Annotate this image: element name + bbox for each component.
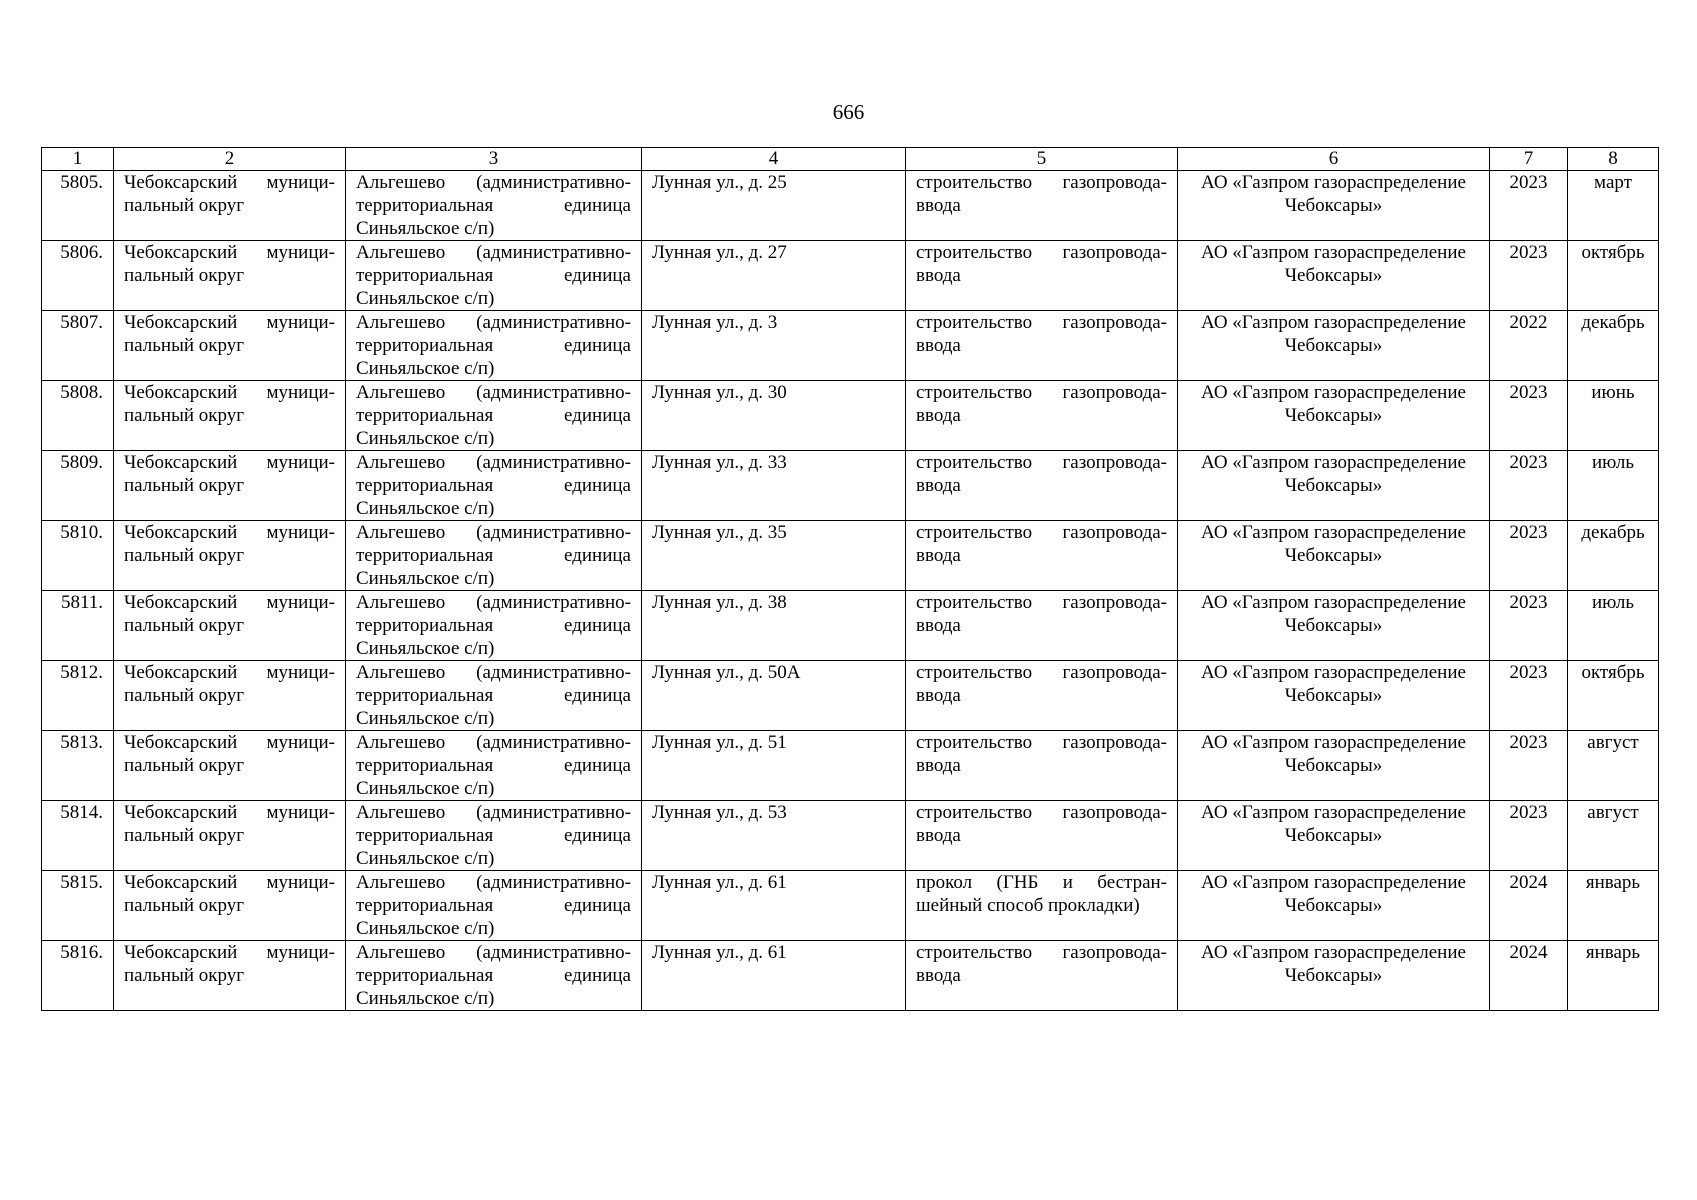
organization-line: Чебоксары» bbox=[1284, 825, 1383, 846]
month-cell bbox=[1568, 871, 1659, 941]
year-cell bbox=[1490, 311, 1568, 381]
organization-cell bbox=[1178, 381, 1490, 451]
address-cell bbox=[642, 661, 906, 731]
district-line: пальный округ bbox=[124, 825, 245, 846]
year-text: 2023 bbox=[1509, 592, 1548, 613]
settlement-line: Синьяльское с/п) bbox=[356, 778, 495, 799]
settlement-line: Синьяльское с/п) bbox=[356, 428, 495, 449]
district-line: Чебоксарский муници- bbox=[124, 172, 335, 193]
organization-line: Чебоксары» bbox=[1284, 755, 1383, 776]
year-cell bbox=[1490, 801, 1568, 871]
district-cell bbox=[114, 311, 346, 381]
district-cell bbox=[114, 661, 346, 731]
work-type-cell bbox=[906, 801, 1178, 871]
table-row bbox=[42, 521, 1659, 591]
row-number bbox=[42, 591, 114, 661]
month-cell bbox=[1568, 311, 1659, 381]
work-type-line: ввода bbox=[916, 265, 961, 286]
column-header-7: 7 bbox=[1490, 148, 1568, 171]
address-text: Лунная ул., д. 61 bbox=[652, 872, 787, 893]
organization-line: АО «Газпром газораспределение bbox=[1201, 732, 1466, 753]
work-type-cell bbox=[906, 941, 1178, 1011]
address-text: Лунная ул., д. 27 bbox=[652, 242, 787, 263]
settlement-cell bbox=[346, 801, 642, 871]
organization-line: Чебоксары» bbox=[1284, 405, 1383, 426]
district-line: пальный округ bbox=[124, 545, 245, 566]
settlement-cell bbox=[346, 241, 642, 311]
settlement-line: Альгешево (административно- bbox=[356, 872, 631, 893]
row-number bbox=[42, 871, 114, 941]
year-text: 2023 bbox=[1509, 522, 1548, 543]
column-header-6: 6 bbox=[1178, 148, 1490, 171]
address-cell bbox=[642, 241, 906, 311]
settlement-cell bbox=[346, 521, 642, 591]
organization-line: Чебоксары» bbox=[1284, 965, 1383, 986]
address-text: Лунная ул., д. 50А bbox=[652, 662, 801, 683]
organization-line: АО «Газпром газораспределение bbox=[1201, 172, 1466, 193]
work-type-line: строительство газопровода- bbox=[916, 242, 1167, 263]
row-number-text: 5814. bbox=[60, 802, 103, 823]
organization-line: АО «Газпром газораспределение bbox=[1201, 382, 1466, 403]
organization-cell bbox=[1178, 241, 1490, 311]
year-cell bbox=[1490, 731, 1568, 801]
district-line: Чебоксарский муници- bbox=[124, 382, 335, 403]
work-type-cell bbox=[906, 381, 1178, 451]
settlement-cell bbox=[346, 871, 642, 941]
organization-cell bbox=[1178, 591, 1490, 661]
address-cell bbox=[642, 381, 906, 451]
month-cell bbox=[1568, 241, 1659, 311]
month-text: январь bbox=[1585, 872, 1641, 893]
organization-line: Чебоксары» bbox=[1284, 335, 1383, 356]
year-text: 2023 bbox=[1509, 802, 1548, 823]
district-line: Чебоксарский муници- bbox=[124, 802, 335, 823]
district-line: пальный округ bbox=[124, 615, 245, 636]
table-row bbox=[42, 451, 1659, 521]
settlement-line: Альгешево (административно- bbox=[356, 942, 631, 963]
organization-line: Чебоксары» bbox=[1284, 265, 1383, 286]
work-type-cell bbox=[906, 871, 1178, 941]
organization-line: АО «Газпром газораспределение bbox=[1201, 242, 1466, 263]
settlement-line: территориальная единица bbox=[356, 405, 631, 426]
month-cell bbox=[1568, 661, 1659, 731]
month-cell bbox=[1568, 941, 1659, 1011]
district-line: пальный округ bbox=[124, 895, 245, 916]
year-text: 2023 bbox=[1509, 452, 1548, 473]
year-cell bbox=[1490, 871, 1568, 941]
settlement-line: Синьяльское с/п) bbox=[356, 638, 495, 659]
settlement-cell bbox=[346, 381, 642, 451]
month-cell bbox=[1568, 451, 1659, 521]
organization-line: Чебоксары» bbox=[1284, 545, 1383, 566]
district-line: Чебоксарский муници- bbox=[124, 872, 335, 893]
work-type-line: ввода bbox=[916, 545, 961, 566]
year-text: 2022 bbox=[1509, 312, 1548, 333]
row-number-text: 5809. bbox=[60, 452, 103, 473]
table-row bbox=[42, 661, 1659, 731]
settlement-line: Синьяльское с/п) bbox=[356, 848, 495, 869]
work-type-cell bbox=[906, 731, 1178, 801]
work-type-line: ввода bbox=[916, 335, 961, 356]
district-cell bbox=[114, 871, 346, 941]
settlement-line: Синьяльское с/п) bbox=[356, 708, 495, 729]
month-cell bbox=[1568, 591, 1659, 661]
month-text: июнь bbox=[1591, 382, 1635, 403]
row-number-text: 5815. bbox=[60, 872, 103, 893]
organization-line: АО «Газпром газораспределение bbox=[1201, 312, 1466, 333]
organization-line: АО «Газпром газораспределение bbox=[1201, 522, 1466, 543]
table-body bbox=[42, 171, 1659, 1011]
district-cell bbox=[114, 521, 346, 591]
work-type-line: шейный способ прокладки) bbox=[916, 895, 1140, 916]
row-number bbox=[42, 661, 114, 731]
settlement-line: территориальная единица bbox=[356, 475, 631, 496]
district-line: Чебоксарский муници- bbox=[124, 732, 335, 753]
district-line: Чебоксарский муници- bbox=[124, 592, 335, 613]
settlement-line: территориальная единица bbox=[356, 615, 631, 636]
district-line: пальный округ bbox=[124, 265, 245, 286]
row-number bbox=[42, 311, 114, 381]
column-header-3: 3 bbox=[346, 148, 642, 171]
address-cell bbox=[642, 171, 906, 241]
year-text: 2023 bbox=[1509, 382, 1548, 403]
settlement-line: территориальная единица bbox=[356, 545, 631, 566]
work-type-line: ввода bbox=[916, 615, 961, 636]
year-cell bbox=[1490, 591, 1568, 661]
table-row bbox=[42, 871, 1659, 941]
organization-line: АО «Газпром газораспределение bbox=[1201, 452, 1466, 473]
organization-cell bbox=[1178, 451, 1490, 521]
organization-cell bbox=[1178, 661, 1490, 731]
table-row bbox=[42, 941, 1659, 1011]
page-number: 666 bbox=[832, 100, 865, 124]
district-line: Чебоксарский муници- bbox=[124, 242, 335, 263]
settlement-line: Синьяльское с/п) bbox=[356, 988, 495, 1009]
year-cell bbox=[1490, 521, 1568, 591]
table-row bbox=[42, 731, 1659, 801]
year-text: 2024 bbox=[1509, 942, 1548, 963]
month-text: декабрь bbox=[1581, 312, 1645, 333]
month-cell bbox=[1568, 521, 1659, 591]
settlement-line: Альгешево (административно- bbox=[356, 732, 631, 753]
settlement-line: Альгешево (административно- bbox=[356, 172, 631, 193]
address-text: Лунная ул., д. 51 bbox=[652, 732, 787, 753]
settlement-cell bbox=[346, 591, 642, 661]
year-cell bbox=[1490, 171, 1568, 241]
work-type-line: ввода bbox=[916, 965, 961, 986]
settlement-line: территориальная единица bbox=[356, 895, 631, 916]
month-text: июль bbox=[1591, 592, 1635, 613]
address-text: Лунная ул., д. 61 bbox=[652, 942, 787, 963]
district-cell bbox=[114, 451, 346, 521]
district-line: пальный округ bbox=[124, 405, 245, 426]
address-text: Лунная ул., д. 30 bbox=[652, 382, 787, 403]
district-line: пальный округ bbox=[124, 965, 245, 986]
organization-cell bbox=[1178, 871, 1490, 941]
month-text: октябрь bbox=[1581, 662, 1645, 683]
year-text: 2023 bbox=[1509, 662, 1548, 683]
district-line: пальный округ bbox=[124, 195, 245, 216]
row-number bbox=[42, 171, 114, 241]
organization-line: Чебоксары» bbox=[1284, 475, 1383, 496]
address-text: Лунная ул., д. 38 bbox=[652, 592, 787, 613]
work-type-line: строительство газопровода- bbox=[916, 382, 1167, 403]
settlement-line: Синьяльское с/п) bbox=[356, 358, 495, 379]
district-cell bbox=[114, 941, 346, 1011]
work-type-line: прокол (ГНБ и бестран- bbox=[916, 872, 1167, 893]
work-type-line: строительство газопровода- bbox=[916, 662, 1167, 683]
work-type-line: ввода bbox=[916, 825, 961, 846]
row-number bbox=[42, 731, 114, 801]
year-text: 2023 bbox=[1509, 732, 1548, 753]
organization-line: АО «Газпром газораспределение bbox=[1201, 872, 1466, 893]
settlement-line: Синьяльское с/п) bbox=[356, 498, 495, 519]
settlement-line: Синьяльское с/п) bbox=[356, 918, 495, 939]
work-type-line: строительство газопровода- bbox=[916, 172, 1167, 193]
table-row bbox=[42, 171, 1659, 241]
work-type-line: строительство газопровода- bbox=[916, 452, 1167, 473]
address-cell bbox=[642, 311, 906, 381]
district-line: пальный округ bbox=[124, 685, 245, 706]
settlement-line: Альгешево (административно- bbox=[356, 382, 631, 403]
organization-line: Чебоксары» bbox=[1284, 615, 1383, 636]
year-cell bbox=[1490, 241, 1568, 311]
district-cell bbox=[114, 171, 346, 241]
settlement-line: Альгешево (административно- bbox=[356, 242, 631, 263]
column-header-1: 1 bbox=[42, 148, 114, 171]
district-cell bbox=[114, 381, 346, 451]
table-header bbox=[42, 148, 1659, 171]
settlement-line: Синьяльское с/п) bbox=[356, 218, 495, 239]
settlement-cell bbox=[346, 661, 642, 731]
settlement-line: Синьяльское с/п) bbox=[356, 568, 495, 589]
month-text: октябрь bbox=[1581, 242, 1645, 263]
address-cell bbox=[642, 451, 906, 521]
settlement-line: Альгешево (административно- bbox=[356, 662, 631, 683]
settlement-line: Альгешево (административно- bbox=[356, 592, 631, 613]
row-number bbox=[42, 241, 114, 311]
year-text: 2023 bbox=[1509, 242, 1548, 263]
work-type-line: ввода bbox=[916, 475, 961, 496]
organization-cell bbox=[1178, 171, 1490, 241]
settlement-cell bbox=[346, 311, 642, 381]
settlement-line: Синьяльское с/п) bbox=[356, 288, 495, 309]
work-type-cell bbox=[906, 171, 1178, 241]
work-type-cell bbox=[906, 451, 1178, 521]
organization-cell bbox=[1178, 731, 1490, 801]
district-line: Чебоксарский муници- bbox=[124, 312, 335, 333]
settlement-cell bbox=[346, 941, 642, 1011]
table-row bbox=[42, 311, 1659, 381]
row-number bbox=[42, 941, 114, 1011]
table-row bbox=[42, 241, 1659, 311]
work-type-line: ввода bbox=[916, 685, 961, 706]
month-cell bbox=[1568, 731, 1659, 801]
row-number-text: 5811. bbox=[60, 592, 103, 613]
work-type-line: строительство газопровода- bbox=[916, 592, 1167, 613]
row-number-text: 5810. bbox=[60, 522, 103, 543]
year-cell bbox=[1490, 941, 1568, 1011]
organization-line: Чебоксары» bbox=[1284, 195, 1383, 216]
district-cell bbox=[114, 241, 346, 311]
organization-cell bbox=[1178, 521, 1490, 591]
table-row bbox=[42, 591, 1659, 661]
district-line: пальный округ bbox=[124, 475, 245, 496]
work-type-cell bbox=[906, 521, 1178, 591]
column-header-2: 2 bbox=[114, 148, 346, 171]
organization-line: Чебоксары» bbox=[1284, 685, 1383, 706]
settlement-line: территориальная единица bbox=[356, 685, 631, 706]
row-number bbox=[42, 451, 114, 521]
work-type-line: строительство газопровода- bbox=[916, 522, 1167, 543]
year-cell bbox=[1490, 381, 1568, 451]
address-cell bbox=[642, 731, 906, 801]
district-line: пальный округ bbox=[124, 755, 245, 776]
column-header-4: 4 bbox=[642, 148, 906, 171]
month-text: январь bbox=[1585, 942, 1641, 963]
row-number-text: 5816. bbox=[60, 942, 103, 963]
month-cell bbox=[1568, 801, 1659, 871]
settlement-line: территориальная единица bbox=[356, 265, 631, 286]
row-number-text: 5807. bbox=[60, 312, 103, 333]
organization-line: АО «Газпром газораспределение bbox=[1201, 662, 1466, 683]
district-line: пальный округ bbox=[124, 335, 245, 356]
month-text: март bbox=[1594, 172, 1632, 193]
settlement-line: территориальная единица bbox=[356, 825, 631, 846]
settlement-line: территориальная единица bbox=[356, 965, 631, 986]
work-type-cell bbox=[906, 311, 1178, 381]
organization-line: АО «Газпром газораспределение bbox=[1201, 942, 1466, 963]
district-line: Чебоксарский муници- bbox=[124, 452, 335, 473]
work-type-cell bbox=[906, 591, 1178, 661]
table-row bbox=[42, 381, 1659, 451]
district-line: Чебоксарский муници- bbox=[124, 662, 335, 683]
row-number bbox=[42, 521, 114, 591]
row-number-text: 5812. bbox=[60, 662, 103, 683]
year-cell bbox=[1490, 661, 1568, 731]
row-number-text: 5806. bbox=[60, 242, 103, 263]
month-text: июль bbox=[1591, 452, 1635, 473]
organization-line: АО «Газпром газораспределение bbox=[1201, 592, 1466, 613]
work-type-cell bbox=[906, 241, 1178, 311]
address-text: Лунная ул., д. 33 bbox=[652, 452, 787, 473]
row-number bbox=[42, 801, 114, 871]
row-number-text: 5805. bbox=[60, 172, 103, 193]
settlement-line: территориальная единица bbox=[356, 195, 631, 216]
work-type-line: строительство газопровода- bbox=[916, 732, 1167, 753]
address-cell bbox=[642, 871, 906, 941]
organization-cell bbox=[1178, 311, 1490, 381]
registry-table bbox=[41, 147, 1659, 1011]
settlement-line: Альгешево (административно- bbox=[356, 452, 631, 473]
year-text: 2024 bbox=[1509, 872, 1548, 893]
row-number bbox=[42, 381, 114, 451]
row-number-text: 5813. bbox=[60, 732, 103, 753]
month-cell bbox=[1568, 171, 1659, 241]
settlement-line: Альгешево (административно- bbox=[356, 522, 631, 543]
table-row bbox=[42, 801, 1659, 871]
address-text: Лунная ул., д. 35 bbox=[652, 522, 787, 543]
district-line: Чебоксарский муници- bbox=[124, 942, 335, 963]
settlement-line: Альгешево (административно- bbox=[356, 802, 631, 823]
district-cell bbox=[114, 591, 346, 661]
settlement-cell bbox=[346, 731, 642, 801]
column-header-8: 8 bbox=[1568, 148, 1659, 171]
work-type-line: строительство газопровода- bbox=[916, 802, 1167, 823]
settlement-cell bbox=[346, 451, 642, 521]
address-cell bbox=[642, 801, 906, 871]
address-text: Лунная ул., д. 3 bbox=[652, 312, 778, 333]
header-row bbox=[42, 148, 1659, 171]
work-type-line: строительство газопровода- bbox=[916, 312, 1167, 333]
district-line: Чебоксарский муници- bbox=[124, 522, 335, 543]
settlement-line: территориальная единица bbox=[356, 755, 631, 776]
column-header-5: 5 bbox=[906, 148, 1178, 171]
work-type-line: ввода bbox=[916, 755, 961, 776]
work-type-cell bbox=[906, 661, 1178, 731]
address-cell bbox=[642, 941, 906, 1011]
organization-line: АО «Газпром газораспределение bbox=[1201, 802, 1466, 823]
month-text: декабрь bbox=[1581, 522, 1645, 543]
month-text: август bbox=[1587, 802, 1639, 823]
settlement-cell bbox=[346, 171, 642, 241]
work-type-line: ввода bbox=[916, 405, 961, 426]
organization-cell bbox=[1178, 941, 1490, 1011]
settlement-line: Альгешево (административно- bbox=[356, 312, 631, 333]
month-cell bbox=[1568, 381, 1659, 451]
address-text: Лунная ул., д. 53 bbox=[652, 802, 787, 823]
address-cell bbox=[642, 591, 906, 661]
organization-cell bbox=[1178, 801, 1490, 871]
year-cell bbox=[1490, 451, 1568, 521]
settlement-line: территориальная единица bbox=[356, 335, 631, 356]
address-text: Лунная ул., д. 25 bbox=[652, 172, 787, 193]
address-cell bbox=[642, 521, 906, 591]
month-text: август bbox=[1587, 732, 1639, 753]
row-number-text: 5808. bbox=[60, 382, 103, 403]
work-type-line: строительство газопровода- bbox=[916, 942, 1167, 963]
work-type-line: ввода bbox=[916, 195, 961, 216]
district-cell bbox=[114, 801, 346, 871]
district-cell bbox=[114, 731, 346, 801]
year-text: 2023 bbox=[1509, 172, 1548, 193]
organization-line: Чебоксары» bbox=[1284, 895, 1383, 916]
